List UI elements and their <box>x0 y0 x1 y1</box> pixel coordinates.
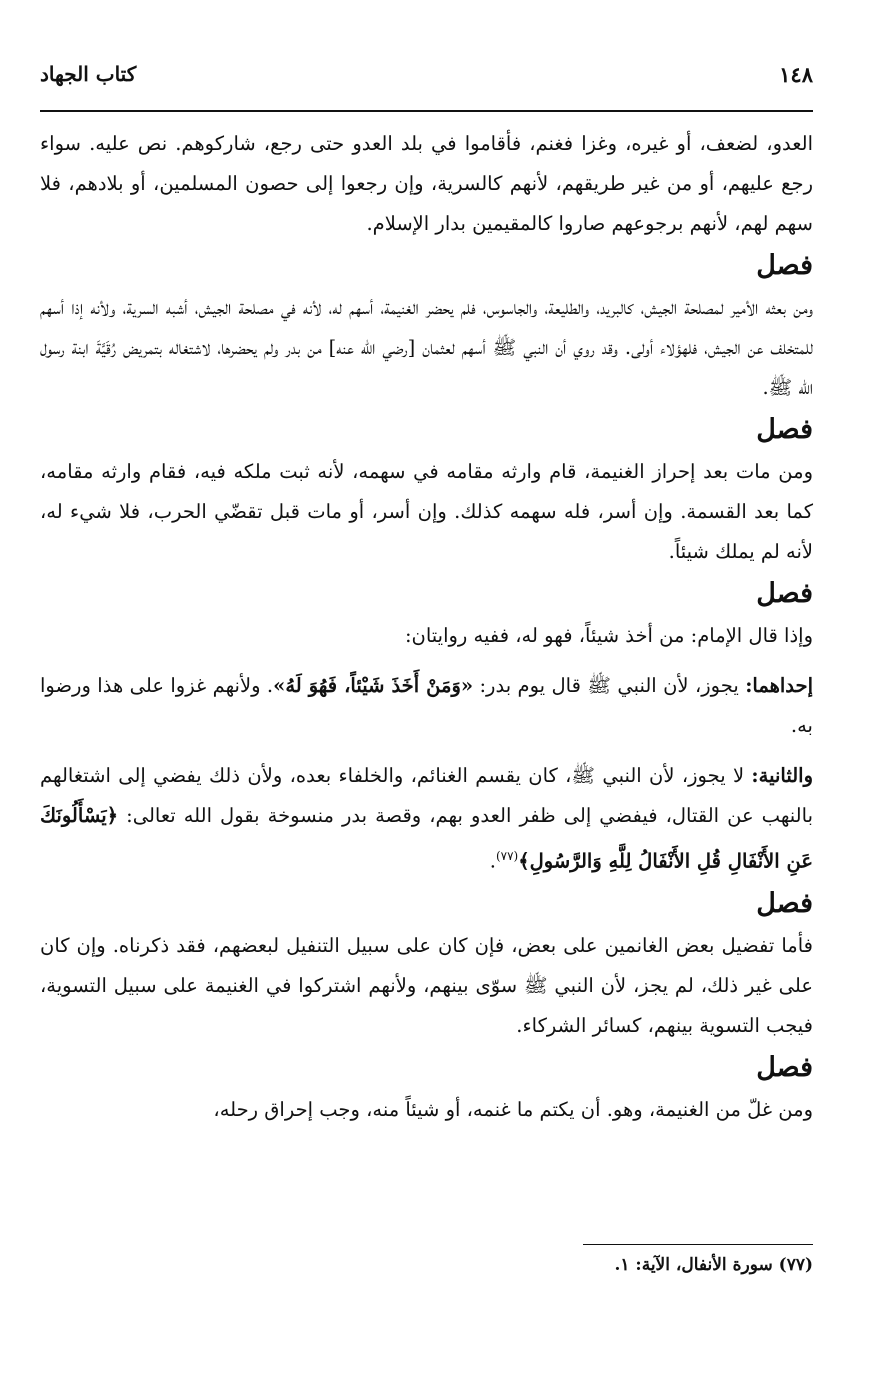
paragraph-text: يجوز، لأن النبي ﷺ قال يوم بدر: <box>473 674 746 697</box>
paragraph <box>40 756 813 882</box>
section-heading: فصل <box>756 578 813 609</box>
paragraph-text: . ولأنهم غزوا على هذا ورضوا به. <box>40 674 813 737</box>
paragraph: ومن مات بعد إحراز الغنيمة، قام وارثه مقامه في سهمه، لأنه ثبت ملكه فيه، فقام وارثه مقامه، كما بعد القسمة. وإن أسر، فله سهمه كذلك. وإن أسر، أو مات قبل تقضّي الحرب، فلا شيء له، لأنه لم يملك شيئاً. <box>40 460 813 563</box>
first-narration-label: إحداهما: <box>745 674 814 697</box>
page-header <box>40 62 813 102</box>
paragraph: وإذا قال الإمام: من أخذ شيئاً، فهو له، ففيه روايتان: <box>404 624 813 647</box>
paragraph: العدو، لضعف، أو غيره، وغزا فغنم، فأقاموا في بلد العدو حتى رجع، شاركوهم. نص عليه. سواء رجع عليهم، أو من غير طريقهم، لأنهم كالسرية، وإن رجعوا إلى حصون المسلمين، أو بلادهم، فلا سهم لهم، لأنهم برجوعهم صاروا كالمقيمين بدار الإسلام. <box>40 132 814 235</box>
paragraph: فأما تفضيل بعض الغانمين على بعض، فإن كان على سبيل التنفيل لبعضهم، فقد ذكرناه. وإن كان على غير ذلك، لم يجز، لأن النبي ﷺ سوّى بينهم، ولأنهم اشتركوا في الغنيمة على سبيل التسوية، فيجب التسوية بينهم، كسائر الشركاء. <box>40 933 813 1037</box>
section-heading: فصل <box>756 887 813 919</box>
section-heading: فصل <box>756 1051 813 1083</box>
paragraph: ومن بعثه الأمير لمصلحة الجيش، كالبريد، والطليعة، والجاسوس، فلم يحضر الغنيمة، أسهم له، لأنه في مصلحة الجيش، أشبه السرية، ولأنه إذا أسهم للمتخلف عن الجيش، فلهؤلاء أولى. وقد روي أن النبي ﷺ أسهم لعثمان [رضي الله عنه] من بدر ولم يحضرها، لاشتغاله بتمريض رُقَيَّةَ ابنة رسول الله ﷺ. <box>40 296 813 399</box>
paragraph: ومن غلّ من الغنيمة، وهو. أن يكتم ما غنمه، أو شيئاً منه، وجب إحراق رحله، <box>213 1097 813 1121</box>
quran-verse: ﴿يَسْأَلُونَكَ عَنِ الأَنْفَالِ قُلِ الأَنْفَالُ لِلَّهِ وَالرَّسُولِ﴾ <box>40 804 813 873</box>
footnote-reference[interactable]: (٧٧) <box>495 849 519 863</box>
paragraph-text: . <box>489 849 496 873</box>
second-narration-label: والثانية: <box>751 764 813 787</box>
footnote: (٧٧) سورة الأنفال، الآية: ١. <box>614 1255 813 1275</box>
section-heading: فصل <box>756 414 813 445</box>
paragraph-text: لا يجوز، لأن النبي ﷺ، كان يقسم الغنائم، والخلفاء بعده، ولأن ذلك يفضي إلى اشتغالهم بالنهب عن القتال، فيفضي إلى ظفر العدو بهم، وقصة بدر منسوخة بقول الله تعالى: <box>40 764 813 827</box>
header-divider <box>40 110 813 112</box>
page-number: ١٤٨ <box>779 62 813 87</box>
main-text <box>40 124 813 1130</box>
running-title: كتاب الجهاد <box>40 62 137 86</box>
hadith-quote: «وَمَنْ أَخَذَ شَيْئاً، فَهُوَ لَهُ» <box>273 674 474 697</box>
paragraph <box>40 666 813 746</box>
section-heading: فصل <box>756 250 813 281</box>
footnote-divider <box>583 1244 813 1245</box>
